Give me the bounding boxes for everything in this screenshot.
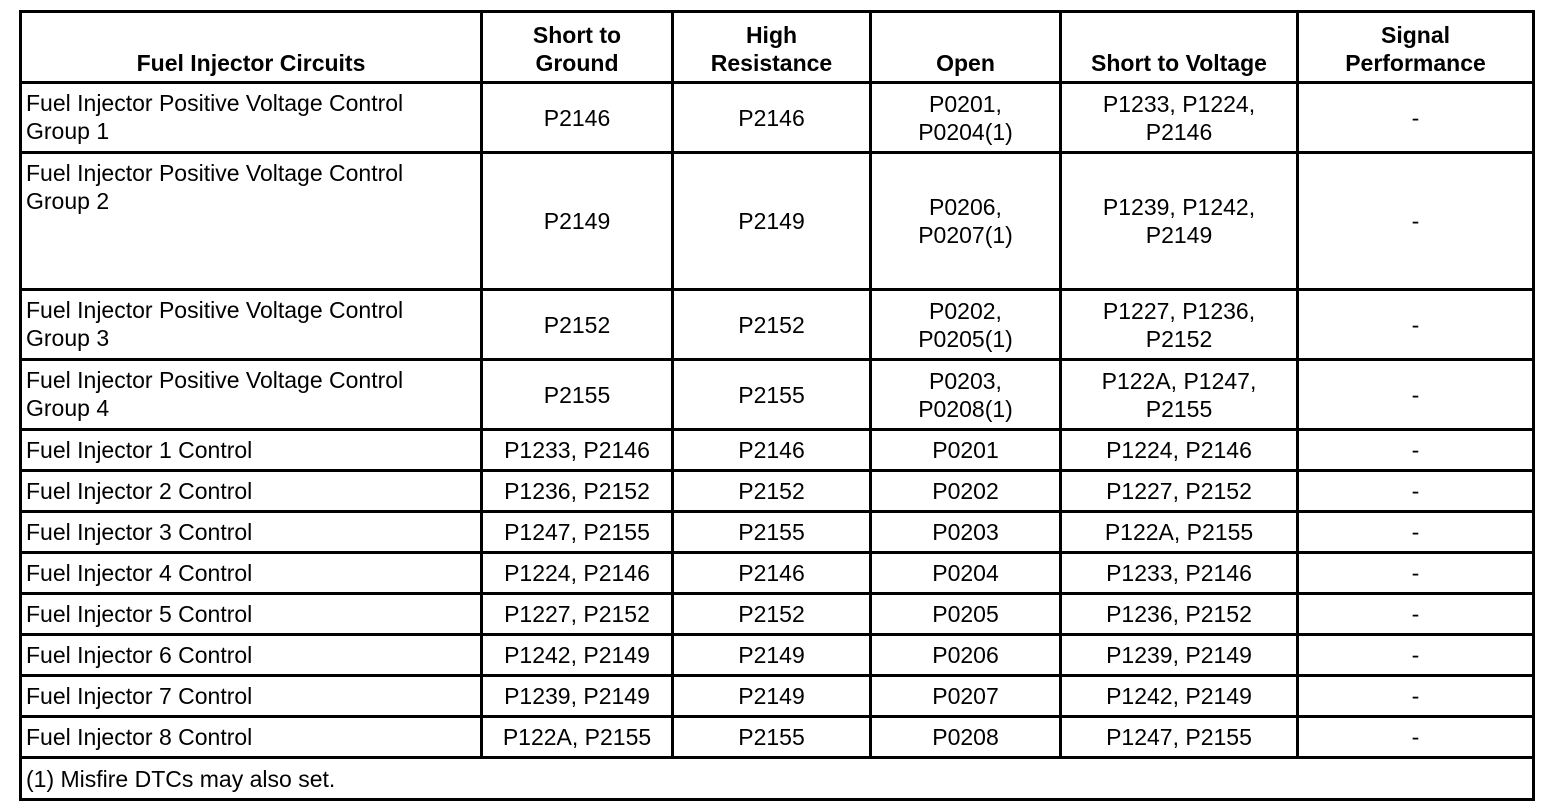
- footnote-row: [21, 758, 1534, 800]
- high-resistance-cell: P2149: [673, 676, 871, 717]
- signal-performance-cell: -: [1298, 290, 1534, 360]
- short-to-voltage-cell: P1233, P2146: [1061, 553, 1298, 594]
- signal-performance-cell: -: [1298, 594, 1534, 635]
- header-high-resistance: High Resistance: [673, 12, 871, 83]
- table-row: [21, 512, 1534, 553]
- open-cell: P0208: [871, 717, 1061, 758]
- short-to-ground-cell: P1224, P2146: [482, 553, 673, 594]
- short-to-voltage-cell: P1227, P1236, P2152: [1061, 290, 1298, 360]
- high-resistance-cell: P2152: [673, 594, 871, 635]
- short-to-ground-cell: P2155: [482, 360, 673, 430]
- short-to-ground-cell: P1236, P2152: [482, 471, 673, 512]
- short-to-voltage-cell: P1233, P1224, P2146: [1061, 83, 1298, 153]
- circuit-cell: Fuel Injector 1 Control: [21, 430, 482, 471]
- signal-performance-cell: -: [1298, 360, 1534, 430]
- circuit-cell: Fuel Injector Positive Voltage Control Group 3: [21, 290, 482, 360]
- circuit-cell: Fuel Injector 4 Control: [21, 553, 482, 594]
- short-to-voltage-cell: P1227, P2152: [1061, 471, 1298, 512]
- short-to-voltage-cell: P1242, P2149: [1061, 676, 1298, 717]
- circuit-cell: Fuel Injector 7 Control: [21, 676, 482, 717]
- circuit-cell: Fuel Injector 2 Control: [21, 471, 482, 512]
- table-row: [21, 594, 1534, 635]
- table-row: [21, 430, 1534, 471]
- header-signal-performance: Signal Performance: [1298, 12, 1534, 83]
- short-to-voltage-cell: P1224, P2146: [1061, 430, 1298, 471]
- circuit-cell: Fuel Injector 6 Control: [21, 635, 482, 676]
- short-to-ground-cell: P1239, P2149: [482, 676, 673, 717]
- open-cell: P0205: [871, 594, 1061, 635]
- signal-performance-cell: -: [1298, 430, 1534, 471]
- open-cell: P0207: [871, 676, 1061, 717]
- table-row: [21, 83, 1534, 153]
- open-cell: P0204: [871, 553, 1061, 594]
- open-cell: P0206: [871, 635, 1061, 676]
- circuit-cell: Fuel Injector 5 Control: [21, 594, 482, 635]
- high-resistance-cell: P2146: [673, 553, 871, 594]
- short-to-ground-cell: P1227, P2152: [482, 594, 673, 635]
- table-row: [21, 471, 1534, 512]
- circuit-cell: Fuel Injector 8 Control: [21, 717, 482, 758]
- signal-performance-cell: -: [1298, 471, 1534, 512]
- signal-performance-cell: -: [1298, 553, 1534, 594]
- short-to-ground-cell: P1233, P2146: [482, 430, 673, 471]
- short-to-ground-cell: P2146: [482, 83, 673, 153]
- short-to-ground-cell: P1247, P2155: [482, 512, 673, 553]
- header-fuel-injector-circuits: Fuel Injector Circuits: [21, 12, 482, 83]
- short-to-ground-cell: P2149: [482, 153, 673, 290]
- short-to-voltage-cell: P1239, P2149: [1061, 635, 1298, 676]
- short-to-ground-cell: P2152: [482, 290, 673, 360]
- signal-performance-cell: -: [1298, 635, 1534, 676]
- table-row: [21, 676, 1534, 717]
- signal-performance-cell: -: [1298, 512, 1534, 553]
- short-to-voltage-cell: P1236, P2152: [1061, 594, 1298, 635]
- table-row: [21, 553, 1534, 594]
- signal-performance-cell: -: [1298, 717, 1534, 758]
- short-to-ground-cell: P122A, P2155: [482, 717, 673, 758]
- circuit-cell: Fuel Injector Positive Voltage Control Group 2: [21, 153, 482, 290]
- high-resistance-cell: P2149: [673, 153, 871, 290]
- short-to-voltage-cell: P1239, P1242, P2149: [1061, 153, 1298, 290]
- high-resistance-cell: P2149: [673, 635, 871, 676]
- open-cell: P0201, P0204(1): [871, 83, 1061, 153]
- signal-performance-cell: -: [1298, 676, 1534, 717]
- dtc-table: [19, 10, 1535, 801]
- high-resistance-cell: P2155: [673, 360, 871, 430]
- header-short-to-voltage: Short to Voltage: [1061, 12, 1298, 83]
- high-resistance-cell: P2152: [673, 290, 871, 360]
- short-to-ground-cell: P1242, P2149: [482, 635, 673, 676]
- short-to-voltage-cell: P1247, P2155: [1061, 717, 1298, 758]
- high-resistance-cell: P2146: [673, 430, 871, 471]
- short-to-voltage-cell: P122A, P1247, P2155: [1061, 360, 1298, 430]
- open-cell: P0203: [871, 512, 1061, 553]
- header-open: Open: [871, 12, 1061, 83]
- short-to-voltage-cell: P122A, P2155: [1061, 512, 1298, 553]
- header-short-to-ground: Short to Ground: [482, 12, 673, 83]
- open-cell: P0202: [871, 471, 1061, 512]
- header-row: [21, 12, 1534, 83]
- open-cell: P0201: [871, 430, 1061, 471]
- signal-performance-cell: -: [1298, 83, 1534, 153]
- table-row: [21, 717, 1534, 758]
- circuit-cell: Fuel Injector 3 Control: [21, 512, 482, 553]
- high-resistance-cell: P2155: [673, 717, 871, 758]
- high-resistance-cell: P2146: [673, 83, 871, 153]
- circuit-cell: Fuel Injector Positive Voltage Control Group 1: [21, 83, 482, 153]
- table-row: [21, 635, 1534, 676]
- footnote: (1) Misfire DTCs may also set.: [21, 758, 1534, 800]
- open-cell: P0203, P0208(1): [871, 360, 1061, 430]
- signal-performance-cell: -: [1298, 153, 1534, 290]
- table-row: [21, 290, 1534, 360]
- open-cell: P0202, P0205(1): [871, 290, 1061, 360]
- table-row: [21, 360, 1534, 430]
- high-resistance-cell: P2152: [673, 471, 871, 512]
- open-cell: P0206, P0207(1): [871, 153, 1061, 290]
- high-resistance-cell: P2155: [673, 512, 871, 553]
- table-row: [21, 153, 1534, 290]
- circuit-cell: Fuel Injector Positive Voltage Control Group 4: [21, 360, 482, 430]
